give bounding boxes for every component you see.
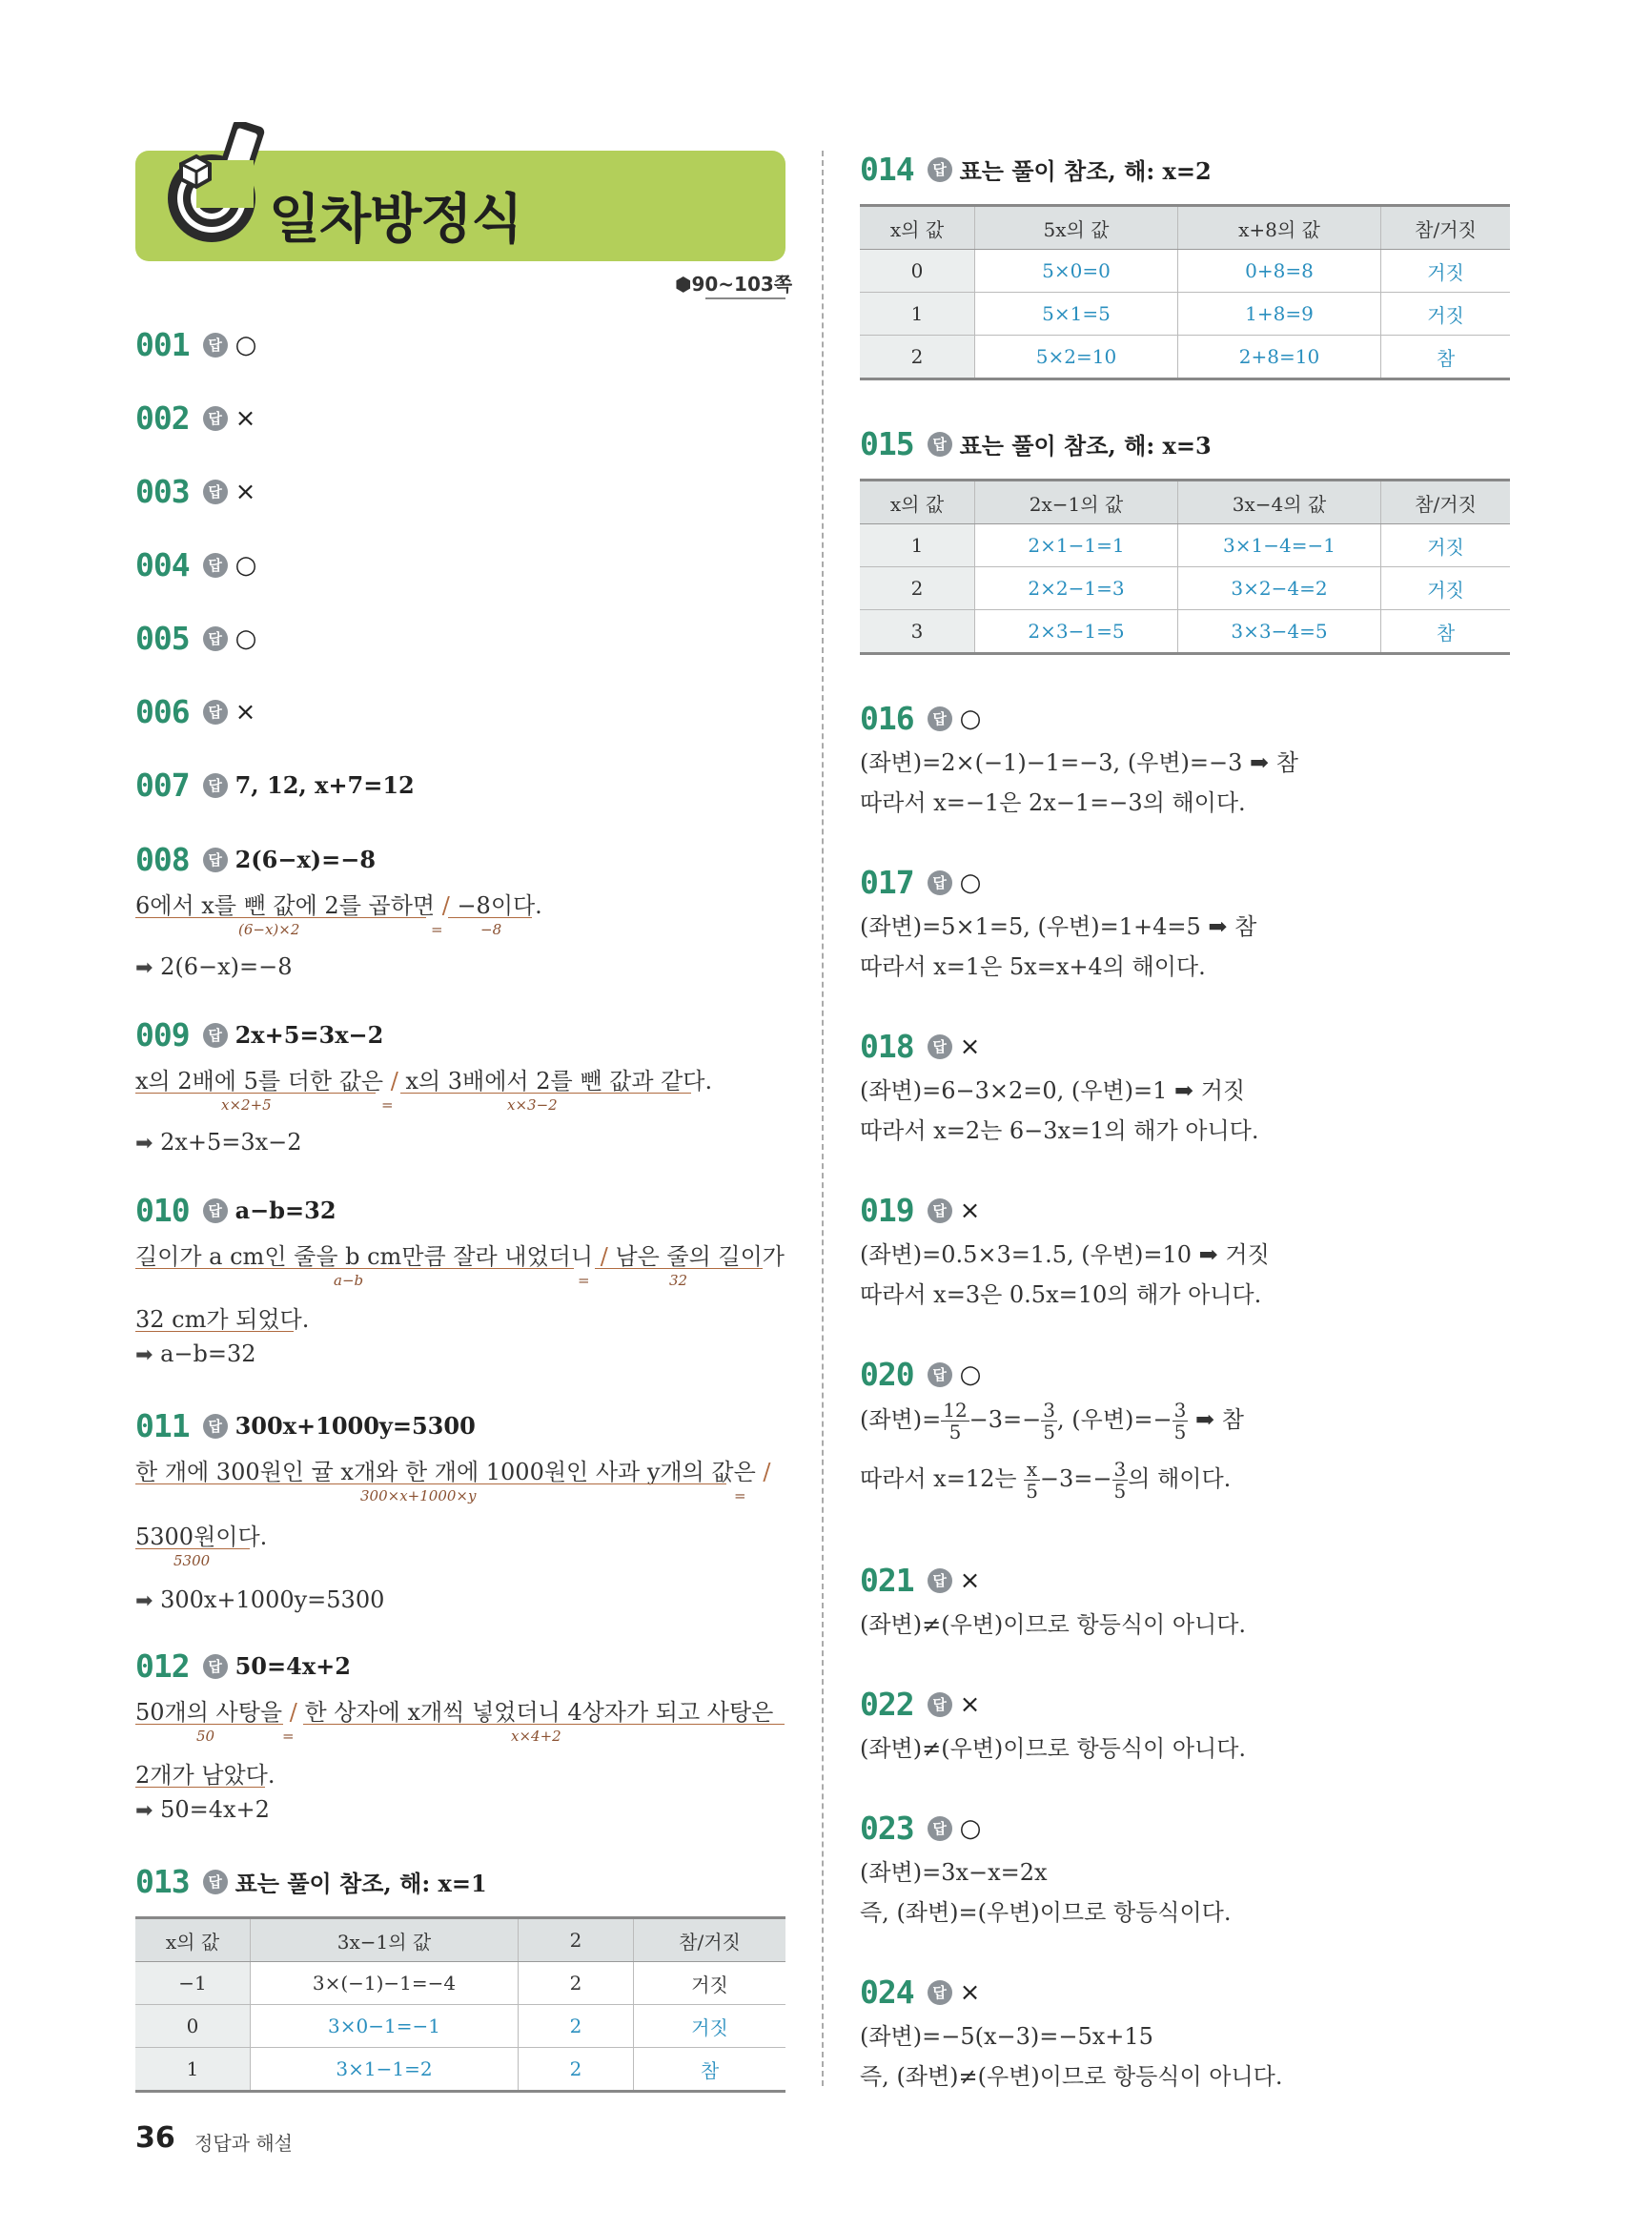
table-cell: 5×2=10 — [975, 336, 1178, 379]
table-cell: 3 — [860, 610, 975, 654]
explanation-line: x의 2배에 5를 더한 값은 / x의 3배에서 2를 뺀 값과 같다. — [135, 1068, 713, 1095]
table-header: 5x의 값 — [975, 206, 1178, 250]
question-number: 001 — [135, 326, 190, 363]
table-cell: 참 — [1381, 610, 1511, 654]
fraction: $\frac{12}{5}$ — [943, 1399, 968, 1443]
answer-badge: 답 — [928, 1198, 952, 1223]
chapter-title: 일차방정식 — [269, 189, 522, 251]
explanation-line: (좌변)=3x−x=2x — [860, 1859, 1048, 1886]
translation-note: = — [381, 1096, 394, 1114]
question-number: 024 — [860, 1974, 914, 2011]
answer-badge: 답 — [928, 870, 952, 895]
underline — [135, 1483, 726, 1484]
table-cell: 1 — [135, 2048, 251, 2092]
answer-009 — [135, 1016, 383, 1054]
answer-text: × — [235, 477, 256, 506]
arrow-icon: ➡ — [135, 1589, 153, 1613]
answer-badge: 답 — [203, 1414, 228, 1439]
explanation-line: (좌변)=5×1=5, (우변)=1+4=5 ➡ 참 — [860, 913, 1257, 940]
underline — [595, 1268, 763, 1269]
explanation-line: 한 개에 300원인 귤 x개와 한 개에 1000원인 사과 y개의 값은 / — [135, 1459, 771, 1485]
page-number: 36 — [135, 2121, 175, 2155]
table-row — [860, 250, 1510, 293]
question-number: 014 — [860, 151, 914, 188]
table-cell: 0+8=8 — [1178, 250, 1381, 293]
table-cell: 거짓 — [1381, 250, 1511, 293]
table-cell: 2 — [860, 336, 975, 379]
table-header: 2 — [519, 1918, 634, 1962]
translation-note: x×4+2 — [511, 1728, 561, 1745]
table-row — [135, 2005, 785, 2048]
answer-badge: 답 — [203, 700, 228, 725]
underline — [303, 1724, 785, 1725]
question-number: 002 — [135, 399, 190, 437]
slash-mark: / — [600, 1243, 608, 1270]
answer-022 — [860, 1686, 980, 1723]
table-cell: 2×3−1=5 — [975, 610, 1178, 654]
question-number: 003 — [135, 473, 190, 510]
answer-badge: 답 — [203, 1198, 228, 1223]
table-row — [860, 610, 1510, 654]
fraction: $\frac{3}{5}$ — [1173, 1399, 1187, 1443]
answer-024 — [860, 1974, 980, 2011]
table-cell: 0 — [135, 2005, 251, 2048]
answer-016 — [860, 700, 981, 737]
translation-note: = — [578, 1272, 590, 1289]
answer-badge: 답 — [928, 1362, 952, 1387]
value-table-014 — [860, 204, 1510, 380]
table-cell: 2+8=10 — [1178, 336, 1381, 379]
table-cell: 거짓 — [634, 1962, 786, 2005]
answer-badge: 답 — [928, 432, 952, 457]
explanation-line — [135, 887, 542, 920]
underline — [135, 917, 426, 918]
explanation-line: 5300원이다. — [135, 1524, 268, 1550]
answer-013 — [135, 1863, 487, 1900]
question-number: 011 — [135, 1407, 190, 1444]
table-cell: 2×2−1=3 — [975, 567, 1178, 610]
underline — [135, 1548, 250, 1549]
table-row — [860, 524, 1510, 567]
translation-note: x×2+5 — [221, 1096, 272, 1114]
answer-text: 표는 풀이 참조, 해: x=1 — [235, 1870, 487, 1897]
answer-badge: 답 — [203, 626, 228, 651]
answer-008 — [135, 841, 376, 878]
chapter-logo-icon — [158, 122, 273, 248]
translation-note: x×3−2 — [507, 1096, 558, 1114]
table-row — [135, 2048, 785, 2092]
question-number: 006 — [135, 693, 190, 730]
table-header: 3x−1의 값 — [251, 1918, 519, 1962]
answer-badge: 답 — [203, 480, 228, 504]
column-divider — [822, 151, 824, 2086]
answer-text: ○ — [959, 1360, 982, 1389]
table-header: x의 값 — [135, 1918, 251, 1962]
table-cell: 1 — [860, 293, 975, 336]
answer-text: ○ — [959, 1813, 982, 1843]
answer-badge: 답 — [928, 1980, 952, 2005]
fraction: $\frac{x}{5}$ — [1026, 1458, 1038, 1503]
phrase-a: 6에서 x를 뺀 값에 2를 곱하면 — [135, 892, 436, 919]
slash-mark: / — [390, 1068, 398, 1095]
page-range: ⬢90~103쪽 — [675, 273, 793, 296]
phrase-b: −8이다. — [457, 892, 542, 919]
table-cell: 5×1=5 — [975, 293, 1178, 336]
question-number: 020 — [860, 1356, 914, 1393]
translation-note: (6−x)×2 — [238, 921, 300, 938]
table-cell: 1 — [860, 524, 975, 567]
table-header: 참/거짓 — [1381, 206, 1511, 250]
answer-text: 표는 풀이 참조, 해: x=2 — [959, 157, 1212, 185]
question-number: 017 — [860, 864, 914, 901]
translation-note: 32 — [669, 1272, 688, 1289]
answer-text: 2x+5=3x−2 — [235, 1021, 384, 1049]
result-line: ➡ 2(6−x)=−8 — [135, 953, 293, 980]
answer-text: × — [959, 1032, 981, 1061]
answer-002 — [135, 399, 255, 437]
answer-text: × — [959, 1689, 981, 1719]
question-number: 016 — [860, 700, 914, 737]
question-number: 008 — [135, 841, 190, 878]
explanation-line: 즉, (좌변)=(우변)이므로 항등식이다. — [860, 1899, 1232, 1926]
page-range-underline — [705, 297, 785, 299]
answer-007 — [135, 767, 415, 804]
answer-text: 50=4x+2 — [235, 1652, 351, 1680]
explanation-line: 32 cm가 되었다. — [135, 1306, 310, 1333]
slash-mark: / — [763, 1459, 771, 1485]
explanation-line: 따라서 x=3은 0.5x=10의 해가 아니다. — [860, 1281, 1262, 1308]
underline — [448, 917, 532, 918]
underline — [135, 1787, 265, 1788]
explanation-line: 따라서 x=1은 5x=x+4의 해이다. — [860, 953, 1206, 980]
question-number: 018 — [860, 1028, 914, 1065]
answer-badge: 답 — [928, 706, 952, 731]
answer-badge: 답 — [928, 157, 952, 182]
table-cell: 거짓 — [1381, 524, 1511, 567]
underline — [135, 1331, 294, 1332]
translation-note: −8 — [480, 921, 502, 938]
answer-badge: 답 — [928, 1568, 952, 1593]
answer-text: 2(6−x)=−8 — [235, 846, 377, 873]
answer-text: × — [235, 403, 256, 433]
table-header: x의 값 — [860, 481, 975, 524]
answer-text: ○ — [235, 624, 257, 653]
answer-text: × — [959, 1977, 981, 2007]
cube-icon: ⬢ — [675, 273, 692, 296]
answer-019 — [860, 1192, 980, 1229]
question-number: 005 — [135, 620, 190, 657]
answer-018 — [860, 1028, 980, 1065]
table-row — [860, 336, 1510, 379]
table-cell: 참 — [1381, 336, 1511, 379]
question-number: 022 — [860, 1686, 914, 1723]
question-number: 007 — [135, 767, 190, 804]
answer-badge: 답 — [203, 1654, 228, 1679]
answer-012 — [135, 1647, 351, 1685]
answer-023 — [860, 1810, 981, 1847]
answer-text: × — [959, 1565, 981, 1595]
underline — [135, 1724, 283, 1725]
question-number: 023 — [860, 1810, 914, 1847]
underline — [400, 1093, 691, 1094]
slash-mark: / — [441, 892, 450, 919]
table-row — [860, 567, 1510, 610]
answer-015 — [860, 425, 1212, 462]
translation-note: a−b — [334, 1272, 364, 1289]
fraction: $\frac{3}{5}$ — [1113, 1458, 1127, 1503]
question-number: 009 — [135, 1016, 190, 1054]
table-cell: 3×3−4=5 — [1178, 610, 1381, 654]
answer-text: ○ — [235, 550, 257, 580]
value-table-015 — [860, 479, 1510, 655]
answer-badge: 답 — [928, 1034, 952, 1059]
answer-badge: 답 — [928, 1692, 952, 1717]
table-row — [860, 293, 1510, 336]
table-cell: 3×1−4=−1 — [1178, 524, 1381, 567]
question-number: 013 — [135, 1863, 190, 1900]
table-cell: 거짓 — [634, 2005, 786, 2048]
result-line: ➡ 50=4x+2 — [135, 1796, 270, 1823]
table-row — [135, 1962, 785, 2005]
answer-005 — [135, 620, 256, 657]
fraction: $\frac{3}{5}$ — [1043, 1399, 1056, 1443]
translation-note: 50 — [196, 1728, 215, 1745]
answer-004 — [135, 546, 256, 583]
table-cell: 3×(−1)−1=−4 — [251, 1962, 519, 2005]
answer-001 — [135, 326, 256, 363]
explanation-line: 따라서 x=−1은 2x−1=−3의 해이다. — [860, 789, 1246, 816]
answer-011 — [135, 1407, 476, 1444]
answer-text: 300x+1000y=5300 — [235, 1412, 476, 1440]
answer-020 — [860, 1356, 981, 1393]
underline — [135, 1093, 376, 1094]
table-header-row — [860, 206, 1510, 250]
answer-010 — [135, 1192, 337, 1229]
result-line: ➡ a−b=32 — [135, 1340, 256, 1367]
table-header-row — [860, 481, 1510, 524]
explanation-line: 50개의 사탕을 / 한 상자에 x개씩 넣었더니 4상자가 되고 사탕은 — [135, 1699, 774, 1726]
table-cell: 2 — [860, 567, 975, 610]
answer-014 — [860, 151, 1212, 188]
arrow-icon: ➡ — [135, 1799, 153, 1823]
table-cell: 2 — [519, 1962, 634, 2005]
table-header: x+8의 값 — [1178, 206, 1381, 250]
answer-badge: 답 — [928, 1816, 952, 1841]
answer-text: × — [235, 697, 256, 726]
arrow-icon: ➡ — [135, 1132, 153, 1156]
answer-badge: 답 — [203, 333, 228, 358]
explanation-line: (좌변)= $\frac{12}{5}$ −3=− $\frac{3}{5}$ , (우변)=− $\frac{3}{5}$ ➡ 참 — [860, 1399, 1244, 1443]
explanation-line: 따라서 x=12는 $\frac{x}{5}$ −3=− $\frac{3}{5}$ 의 해이다. — [860, 1458, 1232, 1503]
answer-badge: 답 — [203, 1023, 228, 1048]
explanation-line: (좌변)≠(우변)이므로 항등식이 아니다. — [860, 1611, 1247, 1638]
table-cell: 거짓 — [1381, 567, 1511, 610]
table-cell: 5×0=0 — [975, 250, 1178, 293]
underline — [135, 1268, 574, 1269]
explanation-line: 따라서 x=2는 6−3x=1의 해가 아니다. — [860, 1117, 1259, 1144]
arrow-icon: ➡ — [135, 956, 153, 980]
answer-text: 7, 12, x+7=12 — [235, 771, 415, 799]
table-header: 2x−1의 값 — [975, 481, 1178, 524]
translation-note: = — [282, 1728, 295, 1745]
table-header: 3x−4의 값 — [1178, 481, 1381, 524]
translation-note: 5300 — [173, 1552, 211, 1569]
arrow-icon: ➡ — [135, 1343, 153, 1367]
table-cell: −1 — [135, 1962, 251, 2005]
answer-text: 표는 풀이 참조, 해: x=3 — [959, 432, 1212, 460]
answer-badge: 답 — [203, 1870, 228, 1894]
slash-mark: / — [289, 1699, 297, 1726]
answer-badge: 답 — [203, 406, 228, 431]
explanation-line: (좌변)=2×(−1)−1=−3, (우변)=−3 ➡ 참 — [860, 749, 1298, 776]
answer-017 — [860, 864, 981, 901]
answer-006 — [135, 693, 255, 730]
question-number: 015 — [860, 425, 914, 462]
table-cell: 0 — [860, 250, 975, 293]
answer-text: ○ — [959, 704, 982, 733]
answer-text: × — [959, 1196, 981, 1225]
result-line: ➡ 300x+1000y=5300 — [135, 1586, 385, 1613]
table-header: 참/거짓 — [1381, 481, 1511, 524]
table-header: x의 값 — [860, 206, 975, 250]
question-number: 019 — [860, 1192, 914, 1229]
table-cell: 거짓 — [1381, 293, 1511, 336]
answer-text: a−b=32 — [235, 1197, 337, 1224]
explanation-line: 길이가 a cm인 줄을 b cm만큼 잘라 내었더니 / 남은 줄의 길이가 — [135, 1243, 785, 1270]
table-cell: 2×1−1=1 — [975, 524, 1178, 567]
table-cell: 참 — [634, 2048, 786, 2092]
translation-note: = — [734, 1487, 746, 1504]
table-cell: 2 — [519, 2005, 634, 2048]
result-line: ➡ 2x+5=3x−2 — [135, 1129, 302, 1156]
explanation-line: (좌변)=6−3×2=0, (우변)=1 ➡ 거짓 — [860, 1077, 1246, 1104]
answer-021 — [860, 1562, 980, 1599]
question-number: 021 — [860, 1562, 914, 1599]
translation-note: = — [431, 921, 443, 938]
value-table-013 — [135, 1916, 785, 2093]
table-cell: 3×1−1=2 — [251, 2048, 519, 2092]
footer-label: 정답과 해설 — [194, 2132, 293, 2155]
explanation-line: (좌변)=0.5×3=1.5, (우변)=10 ➡ 거짓 — [860, 1241, 1270, 1268]
table-cell: 2 — [519, 2048, 634, 2092]
explanation-line: 즉, (좌변)≠(우변)이므로 항등식이 아니다. — [860, 2063, 1283, 2090]
answer-003 — [135, 473, 255, 510]
answer-badge: 답 — [203, 553, 228, 578]
table-header-row — [135, 1918, 785, 1962]
question-number: 010 — [135, 1192, 190, 1229]
table-cell: 1+8=9 — [1178, 293, 1381, 336]
explanation-line: 2개가 남았다. — [135, 1762, 275, 1789]
answer-text: ○ — [959, 868, 982, 897]
question-number: 012 — [135, 1647, 190, 1685]
translation-note: 300×x+1000×y — [360, 1487, 477, 1504]
table-cell: 3×2−4=2 — [1178, 567, 1381, 610]
answer-badge: 답 — [203, 773, 228, 798]
explanation-line: (좌변)=−5(x−3)=−5x+15 — [860, 2023, 1153, 2050]
table-header: 참/거짓 — [634, 1918, 786, 1962]
answer-badge: 답 — [203, 848, 228, 872]
answer-text: ○ — [235, 330, 257, 359]
question-number: 004 — [135, 546, 190, 583]
explanation-line: (좌변)≠(우변)이므로 항등식이 아니다. — [860, 1735, 1247, 1762]
table-cell: 3×0−1=−1 — [251, 2005, 519, 2048]
